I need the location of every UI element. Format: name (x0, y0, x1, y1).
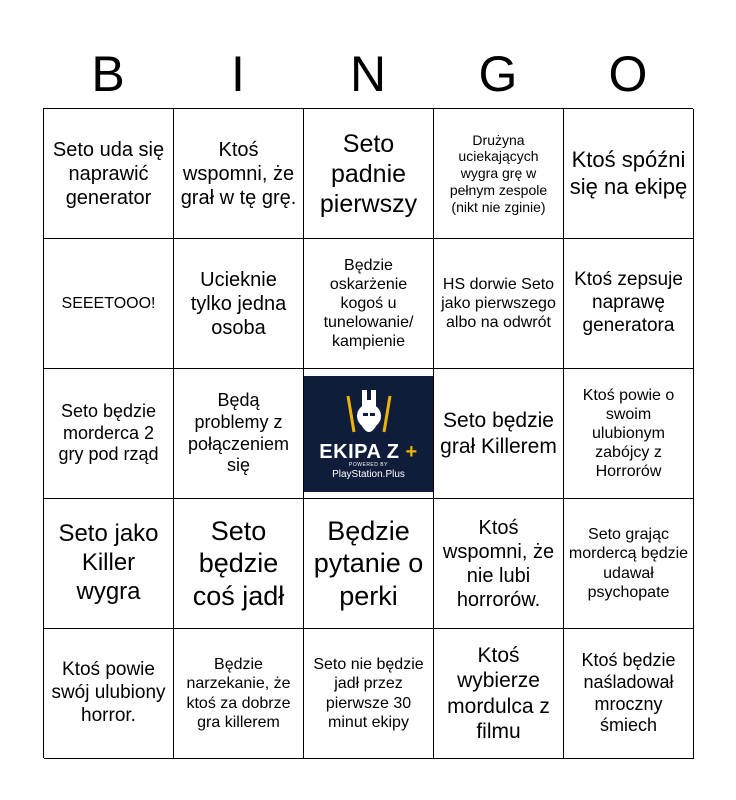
bingo-cell-text: Będą problemy z połączeniem się (187, 390, 290, 476)
bingo-cell[interactable] (434, 499, 564, 629)
bingo-cell-text: Ktoś zepsuje naprawę generatora (574, 269, 683, 336)
bingo-cell[interactable] (564, 369, 694, 499)
bingo-cell-text: Seto uda się naprawić generator (52, 138, 165, 209)
bingo-cell-text: Seto grając mordercą będzie udawał psychopate (568, 526, 689, 601)
ekipa-logo (304, 376, 433, 492)
logo-title-text: EKIPA Z (319, 441, 400, 463)
bingo-cell[interactable] (174, 239, 304, 369)
bingo-cell[interactable] (434, 369, 564, 499)
bingo-cell-text: Ktoś powie swój ulubiony horror. (51, 659, 166, 726)
bingo-cell[interactable] (174, 499, 304, 629)
rock-hand-icon (334, 386, 404, 442)
bingo-cell-text: Ktoś będzie naśladował mroczny śmiech (581, 650, 676, 736)
bingo-cell[interactable] (434, 239, 564, 369)
bingo-cell-text: Ktoś wspomni, że grał w tę grę. (180, 138, 297, 209)
header-letter-g: G (478, 46, 518, 102)
bingo-cell-text: Seto będzie coś jadł (192, 515, 285, 611)
logo-plus: + (405, 441, 418, 463)
bingo-cell[interactable] (564, 239, 694, 369)
header-letter-n: N (349, 46, 387, 102)
bingo-cell[interactable] (44, 109, 174, 239)
bingo-cell[interactable] (304, 499, 434, 629)
bingo-cell-text: Ucieknie tylko jedna osoba (190, 268, 287, 339)
bingo-cell-text: Drużyna uciekających wygra grę w pełnym zespole (nikt nie zginie) (449, 131, 548, 215)
bingo-cell[interactable] (44, 629, 174, 759)
bingo-cell[interactable] (564, 499, 694, 629)
header-letter-b: B (91, 46, 125, 102)
bingo-cell[interactable] (434, 109, 564, 239)
logo-brand: PlayStation.Plus (332, 469, 405, 480)
bingo-cell-text: SEEETOOO! (61, 294, 156, 312)
bingo-cell[interactable] (174, 629, 304, 759)
bingo-cell-text: Seto jako Killer wygra (58, 520, 159, 605)
bingo-cell-text: Ktoś spóźni się na ekipę (569, 147, 688, 199)
bingo-cell[interactable] (564, 629, 694, 759)
bingo-header (43, 40, 693, 108)
bingo-cell-text: Ktoś powie o swoim ulubionym zabójcy z Horrorów (582, 386, 675, 481)
bingo-cell[interactable] (564, 109, 694, 239)
bingo-free-cell[interactable] (304, 369, 434, 499)
bingo-cell-text: Ktoś wspomni, że nie lubi horrorów. (442, 516, 555, 611)
header-letter-i: I (231, 46, 245, 102)
bingo-cell[interactable] (44, 499, 174, 629)
bingo-cell-text: Seto będzie grał Killerem (440, 409, 557, 458)
bingo-cell-text: Będzie narzekanie, że ktoś za dobrze gra killerem (186, 656, 291, 731)
bingo-grid (43, 108, 693, 758)
bingo-cell-text: Seto nie będzie jadł przez pierwsze 30 minut ekipy (313, 656, 424, 731)
bingo-cell[interactable] (304, 629, 434, 759)
bingo-cell-text: Będzie oskarżenie kogoś u tunelowanie/ kampienie (323, 256, 414, 351)
bingo-cell[interactable] (434, 629, 564, 759)
bingo-cell[interactable] (304, 109, 434, 239)
bingo-cell-text: Seto będzie morderca 2 gry pod rząd (58, 401, 159, 465)
bingo-cell-text: Seto padnie pierwszy (319, 129, 418, 218)
logo-title (319, 442, 417, 462)
bingo-cell-text: HS dorwie Seto jako pierwszego albo na odwrót (441, 275, 556, 332)
bingo-cell[interactable] (174, 109, 304, 239)
logo-subtitle: POWERED BY (349, 462, 388, 468)
bingo-cell[interactable] (174, 369, 304, 499)
bingo-cell[interactable] (44, 369, 174, 499)
bingo-cell-text: Będzie pytanie o perki (313, 515, 424, 611)
header-letter-o: O (608, 46, 648, 102)
bingo-cell-text: Ktoś wybierze mordulca z filmu (447, 644, 550, 743)
bingo-cell[interactable] (44, 239, 174, 369)
bingo-cell[interactable] (304, 239, 434, 369)
